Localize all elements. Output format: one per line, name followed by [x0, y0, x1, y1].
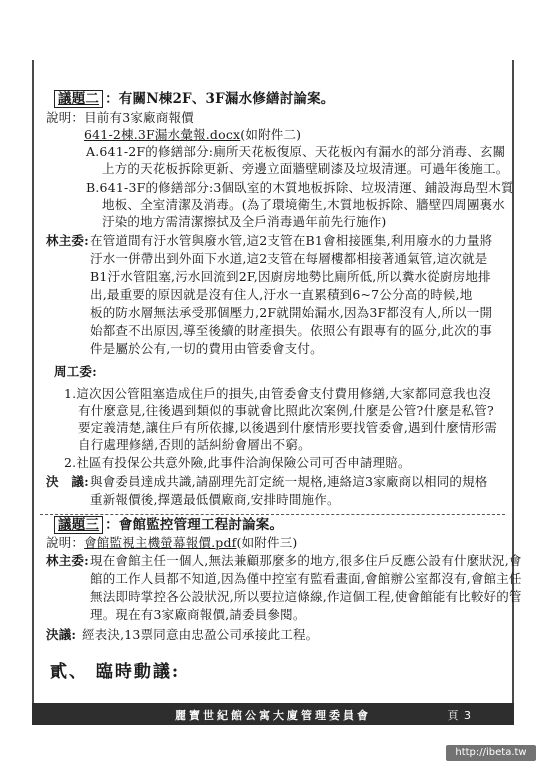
agenda3-decision-text: 經表決,13票同意由忠盈公司承接此工程。: [82, 627, 319, 642]
footer-org: 麗寶世紀館公寓大廈管理委員會: [175, 709, 371, 722]
agenda3-title: ：會館監控管理工程討論案。: [105, 517, 284, 533]
agenda3-desc-label: 說明：: [46, 535, 85, 550]
agenda2-zhou-line: 有什麼意見,往後遇到類似的事就會比照此次案例,什麼是公管?什麼是私管?: [78, 403, 494, 418]
agenda3-tag: 議題三: [54, 516, 103, 534]
agenda2-item-a-line: A.641-2F的修繕部分:廁所天花板復原、天花板內有漏水的部分消毒、玄關: [86, 144, 506, 159]
agenda2-attachment: [84, 127, 301, 143]
agenda3-heading: [54, 516, 283, 534]
agenda2-decision-line: 重新報價後,擇選最低價廠商,安排時間施作。: [90, 492, 340, 507]
agenda2-item-b-line: 地板、全室清潔及消毒。(為了環境衛生,木質地板拆除、牆壁四周團裏水: [102, 197, 505, 212]
agenda2-desc-text: 目前有3家廠商報價: [84, 110, 194, 125]
agenda3-lin-line: 無法即時掌控各公設狀況,所以要拉這條線,作這個工程,使會館能有比較好的管: [90, 589, 522, 604]
agenda2-zhou-line: 自行處理修繕,否則的話糾紛會層出不窮。: [78, 437, 311, 452]
agenda2-heading: [54, 90, 335, 108]
agenda2-lin-line: 件是屬於公有,一切的費用由管委會支付。: [90, 341, 323, 356]
agenda2-zhou-line: 要定義清楚,讓住戶有所依據,以後遇到什麼情形要找管委會,遇到什麼情形需: [78, 420, 497, 435]
agenda2-lin-line: B1汙水管阻塞,污水回流到2F,因廚房地勢比廁所低,所以糞水從廚房地排: [90, 269, 491, 284]
agenda3-attachment-note: (如附件三): [236, 535, 298, 550]
agenda3-desc: [46, 535, 297, 551]
agenda2-lin-line: 板的防水層無法承受那個壓力,2F就開始漏水,因為3F都沒有人,所以一開: [90, 305, 493, 320]
agenda2-zhou-line: 1.這次因公管阻塞造成住戶的損失,由管委會支付費用修繕,大家都同意我也沒: [64, 386, 492, 401]
page-footer: [32, 703, 514, 725]
agenda2-attachment-note: (如附件二): [240, 127, 302, 142]
agenda2-item-b-line: 汙染的地方需清潔擦拭及全戶消毒過年前先行施作): [102, 214, 387, 229]
agenda2-item-b-line: B.641-3F的修繕部分:3個臥室的木質地板拆除、垃圾清運、鋪設海島型木質: [86, 180, 514, 195]
section-title: 貳、 臨時動議:: [50, 662, 181, 682]
agenda2-zhou-item2: 2.社區有投保公共意外險,此事件洽詢保險公司可否申請理賠。: [64, 455, 411, 470]
agenda2-title: ：有關N棟2F、3F漏水修繕討論案。: [105, 91, 335, 107]
watermark: http://ibeta.tw: [446, 745, 536, 761]
agenda2-decision-line: 與會委員達成共識,請副理先訂定統一規格,連絡這3家廠商以相同的規格: [90, 474, 488, 489]
agenda2-lin-label: 林主委:: [46, 233, 89, 248]
agenda2-attachment-link[interactable]: 641-2棟.3F漏水彙報.docx: [84, 127, 241, 142]
agenda3-lin-line: 館的工作人員都不知道,因為僅中控室有監看畫面,會館辦公室都沒有,會館主任: [90, 571, 522, 586]
agenda3-lin-line: 理。現在有3家廠商報價,請委員參閱。: [90, 607, 306, 622]
agenda2-lin-line: 汙水一併帶出到外面下水道,這2支管在每層樓都相接著通氣管,這次就是: [90, 251, 488, 266]
section-divider: [40, 514, 505, 515]
agenda3-attachment-link[interactable]: 會館監視主機螢幕報價.pdf: [84, 535, 237, 550]
agenda2-desc-label: 說明：: [46, 110, 85, 125]
agenda2-item-a-line: 上方的天花板拆除更新、旁邊立面牆壁刷漆及垃圾清運。可過年後施工。: [102, 161, 509, 176]
agenda2-lin-line: 出,最重要的原因就是沒有住人,汙水一直累積到6~7公分高的時候,地: [90, 287, 473, 302]
agenda2-zhou-label: 周工委:: [54, 364, 97, 379]
agenda2-lin-line: 在管道間有汙水管與廢水管,這2支管在B1會相接匯集,利用廢水的力量將: [90, 233, 493, 248]
agenda2-desc: [46, 110, 194, 126]
agenda2-decision-label: 決 議:: [46, 474, 89, 489]
agenda3-decision-label: 決議:: [46, 627, 77, 642]
agenda2-tag: 議題二: [54, 90, 103, 108]
page-number: 頁 3: [447, 709, 472, 722]
agenda2-lin-line: 始都查不出原因,導至後續的財產損失。依照公有跟專有的區分,此次的事: [90, 323, 493, 338]
agenda3-lin-line: 現在會館主任一個人,無法兼顧那麼多的地方,很多住戶反應公設有什麼狀況,會: [90, 553, 522, 568]
agenda3-lin-label: 林主委:: [46, 553, 89, 568]
